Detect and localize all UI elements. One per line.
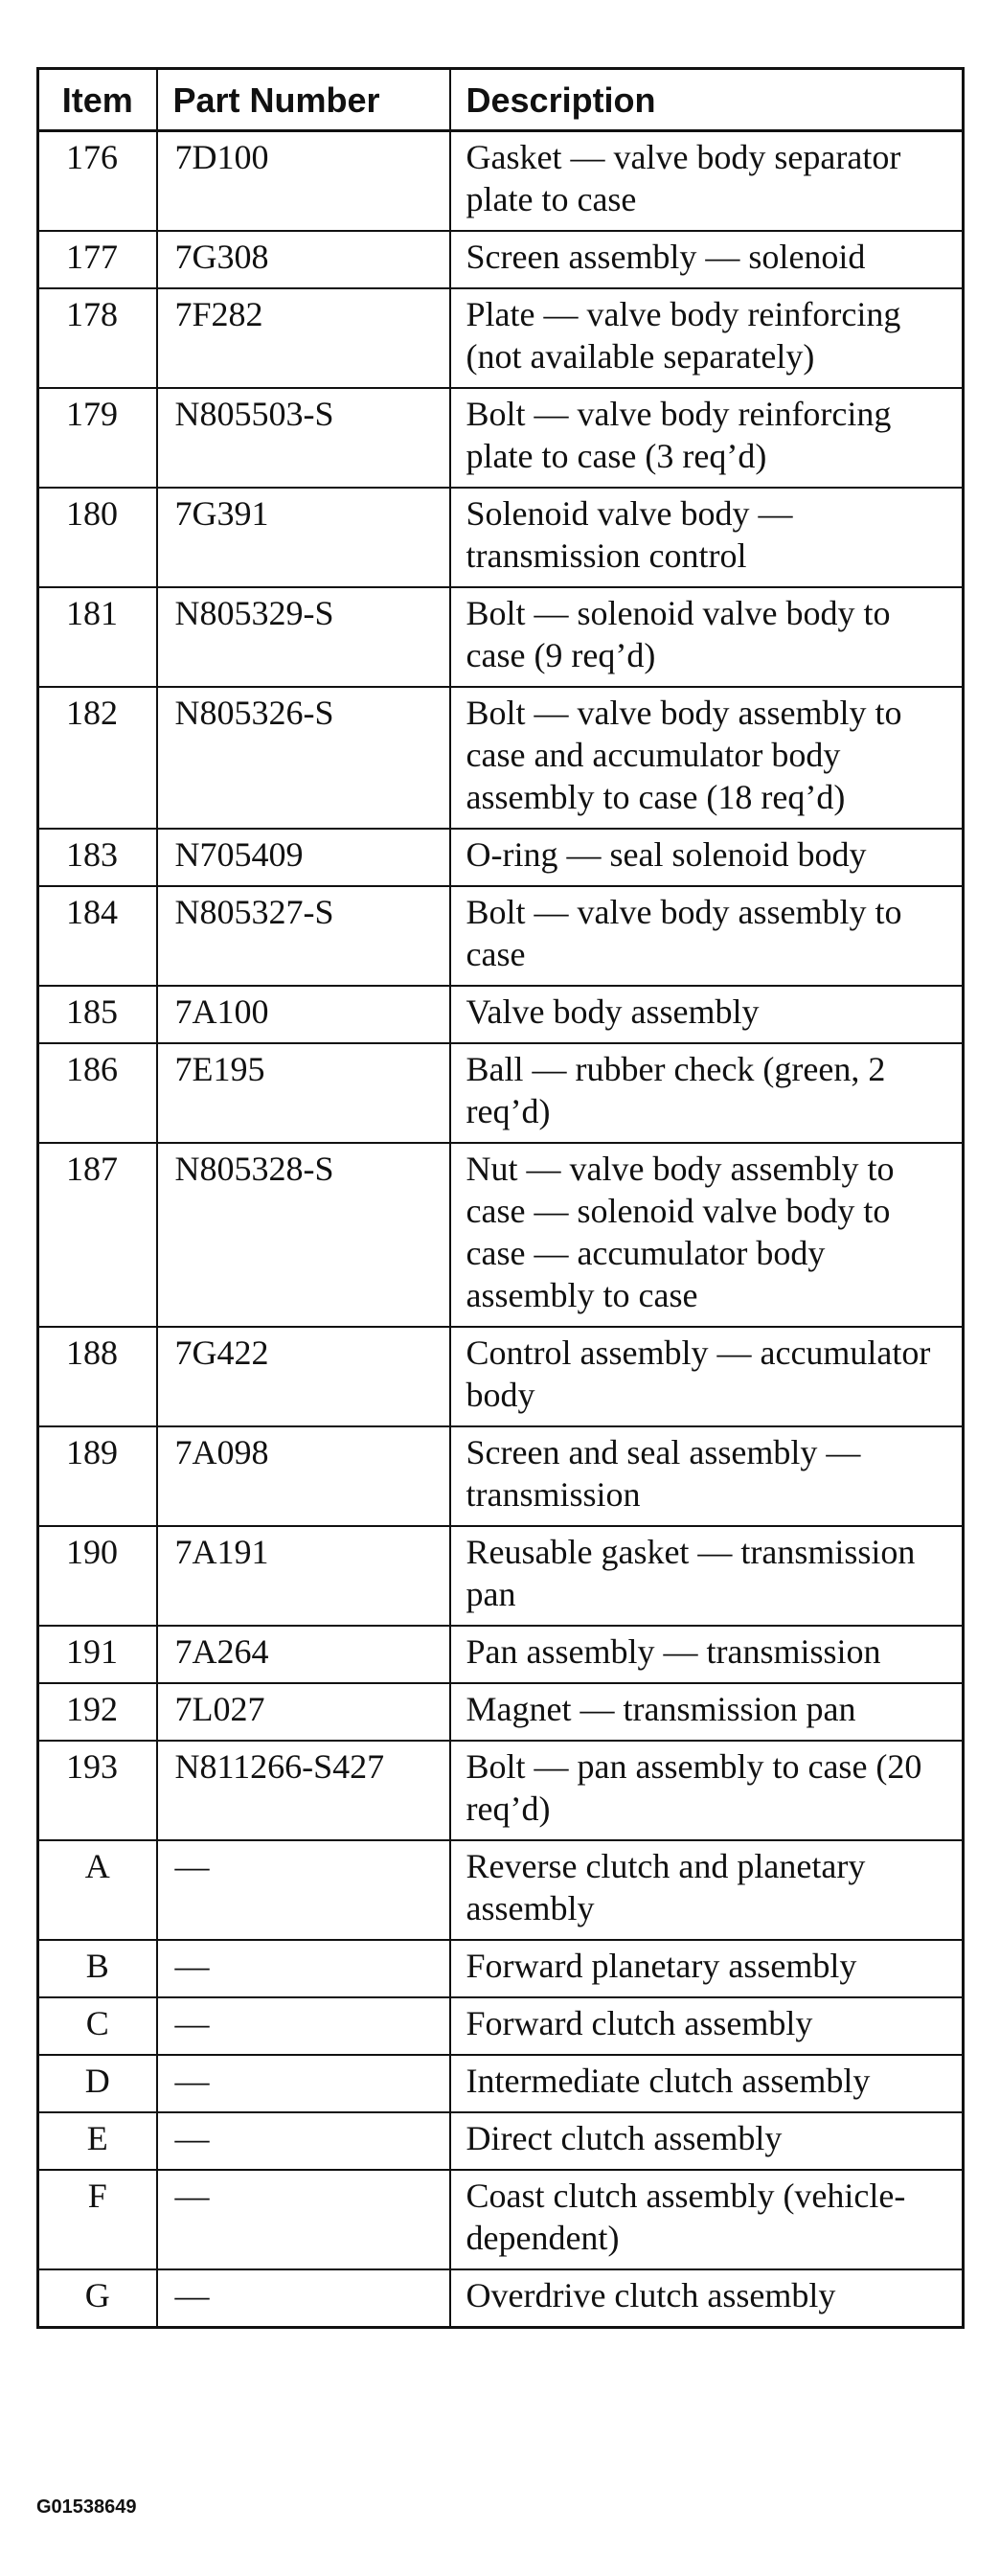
- part-number-cell: 7G422: [157, 1327, 450, 1426]
- part-number-cell: —: [157, 2112, 450, 2170]
- table-row: [38, 1997, 964, 2055]
- item-cell: A: [38, 1840, 157, 1940]
- table-row: [38, 131, 964, 232]
- item-cell: 192: [38, 1683, 157, 1741]
- description-cell: Nut — valve body assembly to case — solenoid valve body to case — accumulator body assembly to case: [450, 1143, 964, 1327]
- description-cell: Intermediate clutch assembly: [450, 2055, 964, 2112]
- part-number-cell: —: [157, 2055, 450, 2112]
- description-cell: Magnet — transmission pan: [450, 1683, 964, 1741]
- item-cell: 181: [38, 587, 157, 687]
- parts-table-container: [36, 67, 962, 2329]
- part-number-cell: —: [157, 2170, 450, 2269]
- table-row: [38, 986, 964, 1043]
- item-cell: 177: [38, 231, 157, 288]
- description-cell: Reverse clutch and planetary assembly: [450, 1840, 964, 1940]
- description-cell: O-ring — seal solenoid body: [450, 829, 964, 886]
- description-cell: Solenoid valve body — transmission control: [450, 488, 964, 587]
- table-row: [38, 886, 964, 986]
- table-row: [38, 2269, 964, 2328]
- part-number-cell: —: [157, 1940, 450, 1997]
- part-number-cell: 7L027: [157, 1683, 450, 1741]
- item-cell: 182: [38, 687, 157, 829]
- part-number-cell: N705409: [157, 829, 450, 886]
- table-row: [38, 231, 964, 288]
- item-cell: F: [38, 2170, 157, 2269]
- item-cell: 193: [38, 1741, 157, 1840]
- table-row: [38, 1840, 964, 1940]
- table-row: [38, 1940, 964, 1997]
- header-part-number: Part Number: [157, 69, 450, 131]
- table-row: [38, 2170, 964, 2269]
- part-number-cell: N805328-S: [157, 1143, 450, 1327]
- header-item: Item: [38, 69, 157, 131]
- description-cell: Gasket — valve body separator plate to case: [450, 131, 964, 232]
- item-cell: 184: [38, 886, 157, 986]
- part-number-cell: N805327-S: [157, 886, 450, 986]
- item-cell: 187: [38, 1143, 157, 1327]
- table-row: [38, 1143, 964, 1327]
- part-number-cell: 7A191: [157, 1526, 450, 1626]
- item-cell: 185: [38, 986, 157, 1043]
- description-cell: Control assembly — accumulator body: [450, 1327, 964, 1426]
- description-cell: Valve body assembly: [450, 986, 964, 1043]
- table-row: [38, 2055, 964, 2112]
- item-cell: 189: [38, 1426, 157, 1526]
- table-row: [38, 687, 964, 829]
- item-cell: 180: [38, 488, 157, 587]
- description-cell: Pan assembly — transmission: [450, 1626, 964, 1683]
- item-cell: C: [38, 1997, 157, 2055]
- description-cell: Coast clutch assembly (vehicle-dependent): [450, 2170, 964, 2269]
- description-cell: Forward planetary assembly: [450, 1940, 964, 1997]
- item-cell: E: [38, 2112, 157, 2170]
- part-number-cell: 7A264: [157, 1626, 450, 1683]
- item-cell: B: [38, 1940, 157, 1997]
- description-cell: Bolt — solenoid valve body to case (9 req’d): [450, 587, 964, 687]
- item-cell: 191: [38, 1626, 157, 1683]
- table-row: [38, 1043, 964, 1143]
- item-cell: 190: [38, 1526, 157, 1626]
- table-row: [38, 1683, 964, 1741]
- part-number-cell: N805329-S: [157, 587, 450, 687]
- table-row: [38, 388, 964, 488]
- description-cell: Bolt — valve body assembly to case: [450, 886, 964, 986]
- item-cell: 188: [38, 1327, 157, 1426]
- description-cell: Bolt — valve body assembly to case and accumulator body assembly to case (18 req’d): [450, 687, 964, 829]
- description-cell: Bolt — pan assembly to case (20 req’d): [450, 1741, 964, 1840]
- description-cell: Reusable gasket — transmission pan: [450, 1526, 964, 1626]
- parts-table: [36, 67, 965, 2329]
- part-number-cell: —: [157, 1840, 450, 1940]
- part-number-cell: 7G391: [157, 488, 450, 587]
- table-row: [38, 1741, 964, 1840]
- description-cell: Screen and seal assembly — transmission: [450, 1426, 964, 1526]
- part-number-cell: 7F282: [157, 288, 450, 388]
- table-header-row: [38, 69, 964, 131]
- item-cell: 186: [38, 1043, 157, 1143]
- part-number-cell: —: [157, 1997, 450, 2055]
- description-cell: Screen assembly — solenoid: [450, 231, 964, 288]
- item-cell: D: [38, 2055, 157, 2112]
- description-cell: Overdrive clutch assembly: [450, 2269, 964, 2328]
- table-row: [38, 587, 964, 687]
- part-number-cell: 7D100: [157, 131, 450, 232]
- table-row: [38, 1426, 964, 1526]
- description-cell: Bolt — valve body reinforcing plate to case (3 req’d): [450, 388, 964, 488]
- item-cell: 183: [38, 829, 157, 886]
- part-number-cell: 7G308: [157, 231, 450, 288]
- table-row: [38, 1327, 964, 1426]
- description-cell: Plate — valve body reinforcing (not available separately): [450, 288, 964, 388]
- part-number-cell: 7A100: [157, 986, 450, 1043]
- table-row: [38, 288, 964, 388]
- figure-id: G01538649: [36, 2496, 137, 2518]
- item-cell: 179: [38, 388, 157, 488]
- table-row: [38, 488, 964, 587]
- header-description: Description: [450, 69, 964, 131]
- table-row: [38, 1526, 964, 1626]
- part-number-cell: N805503-S: [157, 388, 450, 488]
- description-cell: Direct clutch assembly: [450, 2112, 964, 2170]
- table-row: [38, 2112, 964, 2170]
- description-cell: Ball — rubber check (green, 2 req’d): [450, 1043, 964, 1143]
- part-number-cell: N811266-S427: [157, 1741, 450, 1840]
- part-number-cell: 7A098: [157, 1426, 450, 1526]
- part-number-cell: 7E195: [157, 1043, 450, 1143]
- table-row: [38, 1626, 964, 1683]
- table-row: [38, 829, 964, 886]
- part-number-cell: —: [157, 2269, 450, 2328]
- description-cell: Forward clutch assembly: [450, 1997, 964, 2055]
- item-cell: 176: [38, 131, 157, 232]
- item-cell: 178: [38, 288, 157, 388]
- part-number-cell: N805326-S: [157, 687, 450, 829]
- item-cell: G: [38, 2269, 157, 2328]
